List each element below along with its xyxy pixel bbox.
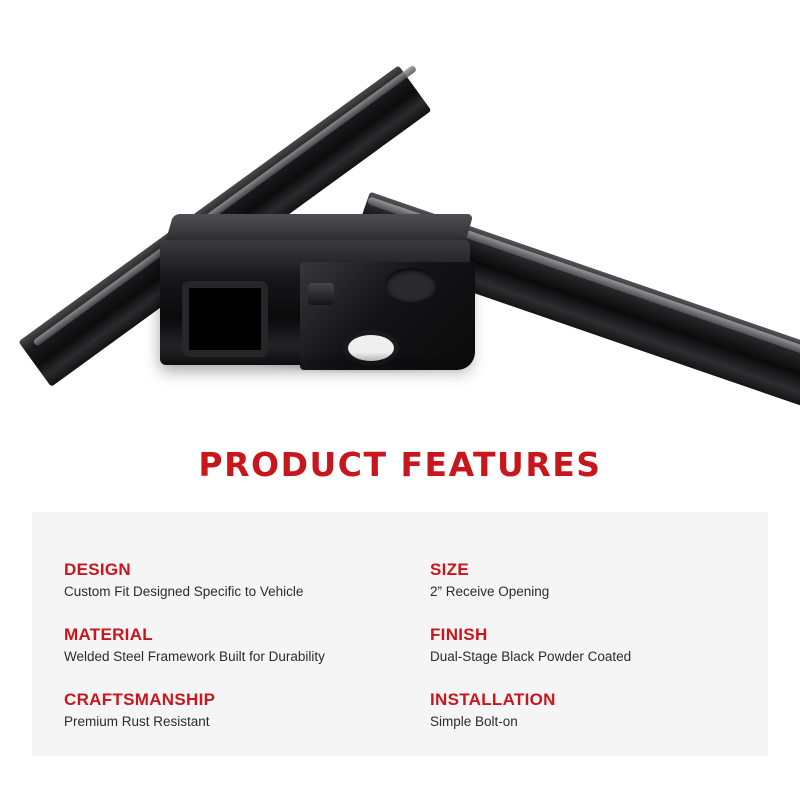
receiver-opening <box>182 281 268 357</box>
features-column-right <box>400 560 768 755</box>
feature-design-value: Custom Fit Designed Specific to Vehicle <box>64 584 304 599</box>
feature-material <box>64 625 400 664</box>
features-panel <box>32 512 768 756</box>
feature-installation-value: Simple Bolt-on <box>430 714 518 729</box>
feature-craftsmanship-value: Premium Rust Resistant <box>64 714 210 729</box>
feature-craftsmanship <box>64 690 400 729</box>
pin-hole-boss <box>308 283 334 305</box>
feature-installation <box>430 690 768 729</box>
feature-material-value: Welded Steel Framework Built for Durability <box>64 649 325 664</box>
feature-size <box>430 560 768 599</box>
feature-craftsmanship-label: CRAFTSMANSHIP <box>64 690 216 709</box>
page-title: PRODUCT FEATURES <box>198 445 602 484</box>
page-title-wrap <box>0 445 800 484</box>
feature-design-label: DESIGN <box>64 560 131 579</box>
feature-finish-label: FINISH <box>430 625 488 644</box>
feature-size-value: 2” Receive Opening <box>430 584 550 599</box>
features-column-left <box>32 560 400 755</box>
feature-design <box>64 560 400 599</box>
plate-recess <box>385 268 437 302</box>
feature-size-label: SIZE <box>430 560 469 579</box>
drop-shadow <box>250 352 480 374</box>
feature-finish <box>430 625 768 664</box>
feature-material-label: MATERIAL <box>64 625 153 644</box>
feature-finish-value: Dual-Stage Black Powder Coated <box>430 649 632 664</box>
feature-installation-label: INSTALLATION <box>430 690 556 709</box>
features-columns <box>32 512 768 755</box>
